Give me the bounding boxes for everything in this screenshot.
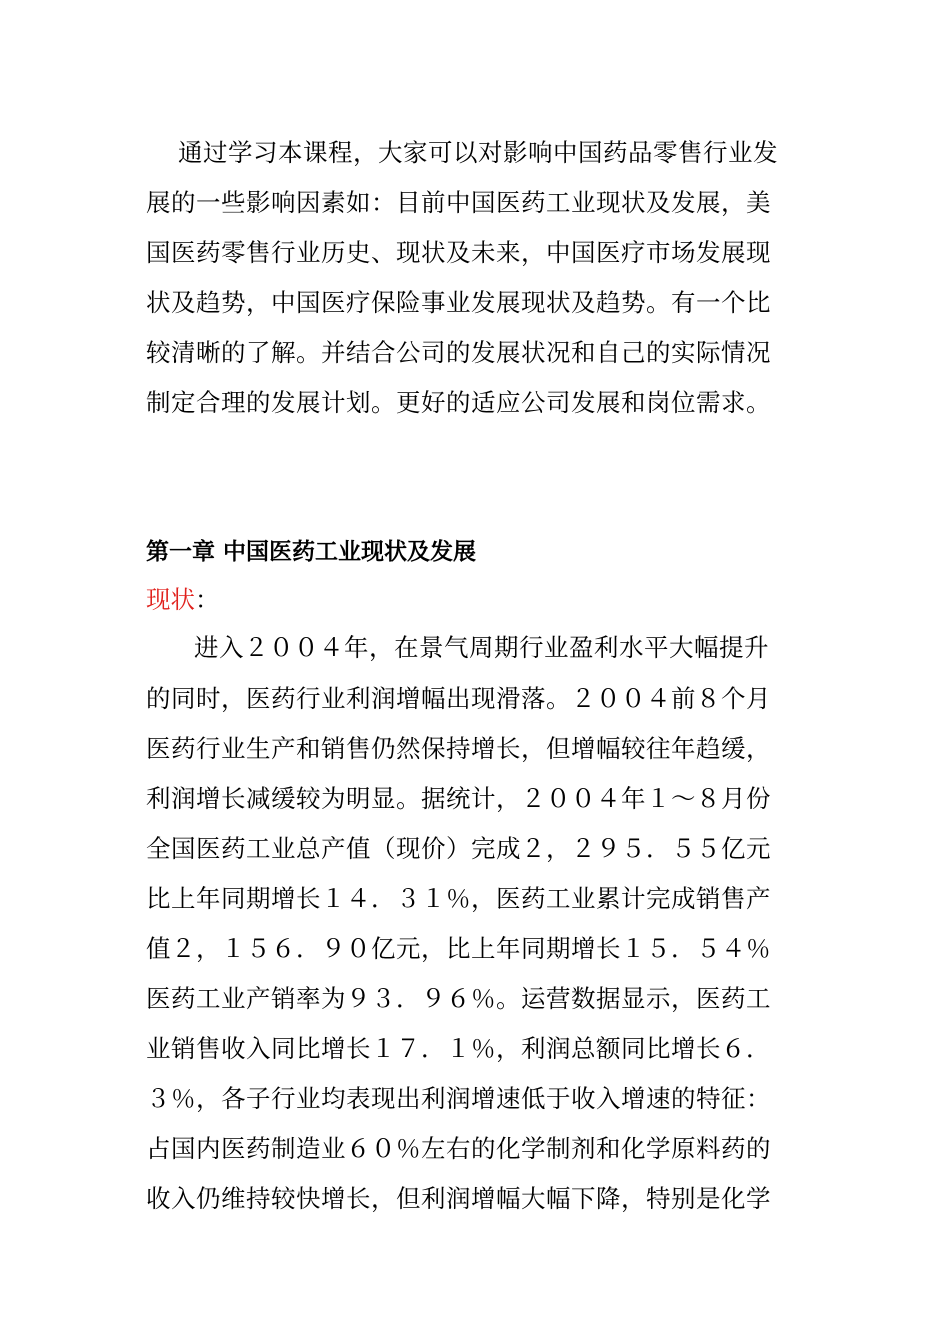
body-line-3: 医药行业生产和销售仍然保持增长，但增幅较往年趋缓，: [146, 734, 771, 763]
chapter-title: 第一章 中国医药工业现状及发展: [146, 539, 477, 565]
body-line-4: 利润增长减缓较为明显。据统计，２００４年１～８月份: [146, 784, 771, 813]
body-line-10: ３％，各子行业均表现出利润增速低于收入增速的特征：: [146, 1084, 771, 1113]
intro-line-5: 较清晰的了解。并结合公司的发展状况和自己的实际情况: [146, 338, 771, 367]
body-line-11: 占国内医药制造业６０％左右的化学制剂和化学原料药的: [146, 1134, 771, 1163]
body-line-8: 医药工业产销率为９３．９６％。运营数据显示，医药工: [146, 984, 771, 1013]
intro-line-6: 制定合理的发展计划。更好的适应公司发展和岗位需求。: [146, 388, 771, 417]
section-colon: ：: [195, 585, 220, 614]
section-label: 现状: [146, 585, 195, 614]
body-line-5: 全国医药工业总产值（现价）完成２，２９５．５５亿元: [146, 834, 771, 863]
intro-line-2: 展的一些影响因素如：目前中国医药工业现状及发展，美: [146, 188, 771, 217]
body-line-1: 进入２００４年，在景气周期行业盈利水平大幅提升: [194, 633, 769, 662]
body-line-6: 比上年同期增长１４．３１％，医药工业累计完成销售产: [146, 884, 771, 913]
body-line-12: 收入仍维持较快增长，但利润增幅大幅下降，特别是化学: [146, 1184, 771, 1213]
section-heading: [146, 585, 220, 615]
body-line-2: 的同时，医药行业利润增幅出现滑落。２００４前８个月: [146, 684, 771, 713]
body-line-7: 值２，１５６．９０亿元，比上年同期增长１５．５４％: [146, 934, 771, 963]
intro-line-1: 通过学习本课程，大家可以对影响中国药品零售行业发: [178, 138, 778, 167]
intro-line-3: 国医药零售行业历史、现状及未来，中国医疗市场发展现: [146, 238, 771, 267]
intro-line-4: 状及趋势，中国医疗保险事业发展现状及趋势。有一个比: [146, 288, 771, 317]
body-line-9: 业销售收入同比增长１７．１％，利润总额同比增长６．: [146, 1034, 771, 1063]
